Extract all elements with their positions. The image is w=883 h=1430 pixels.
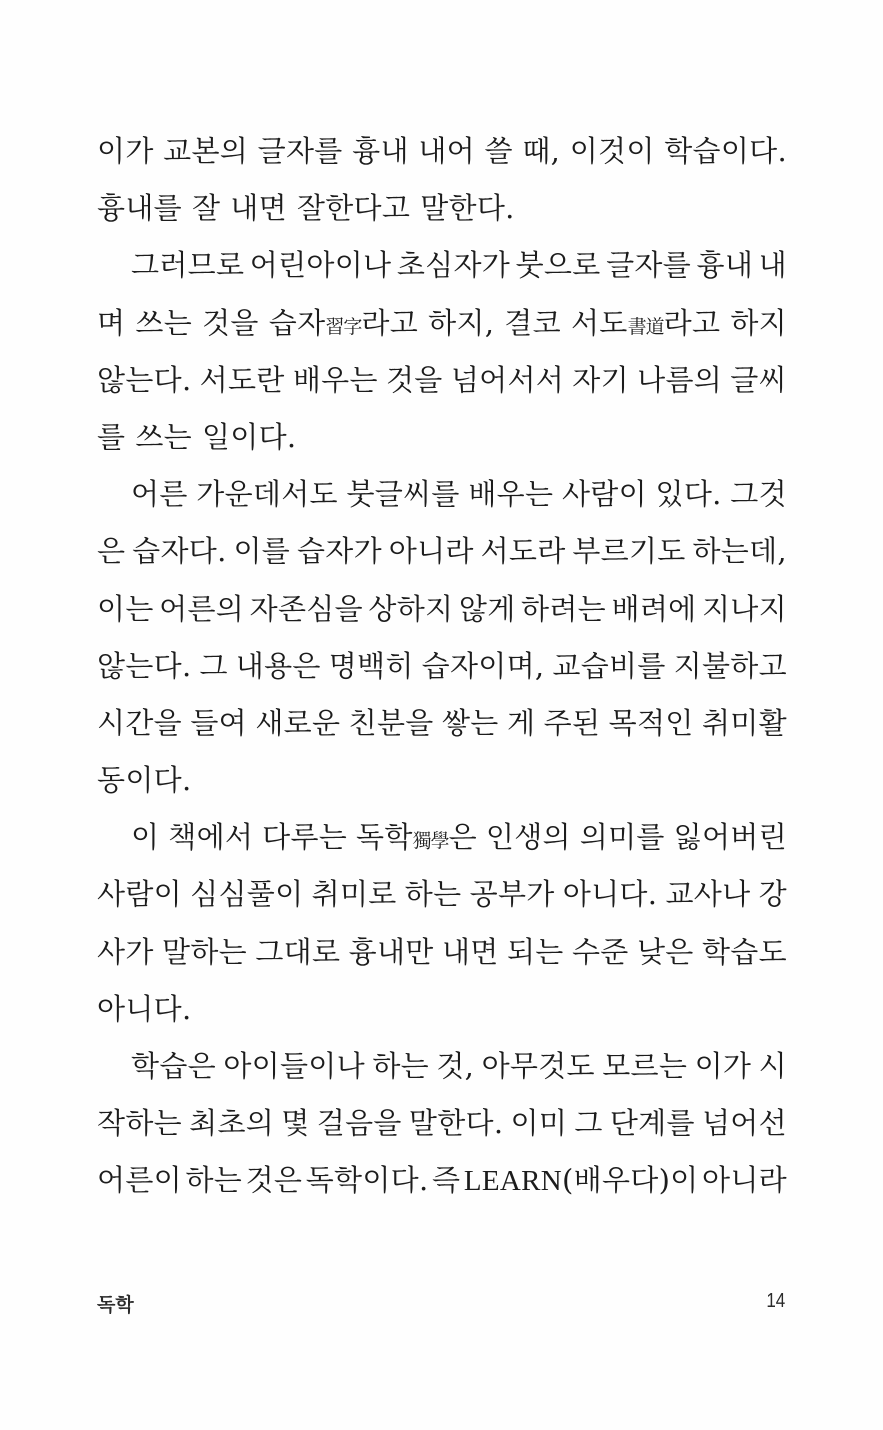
- word: LEARN(배우다)이: [463, 1163, 699, 1198]
- word: 하는: [372, 1049, 429, 1083]
- word: 시간을: [97, 705, 182, 740]
- page-number: 14: [766, 1290, 785, 1312]
- word: 부르기도: [572, 534, 686, 569]
- word: 모르는: [602, 1049, 688, 1083]
- text-line: [97, 300, 787, 357]
- text-line: [97, 757, 787, 814]
- word: 서도라: [480, 534, 566, 569]
- text-line: [97, 185, 787, 242]
- word: 이것이: [569, 134, 655, 168]
- word: 내면: [441, 934, 499, 969]
- word: 은: [97, 534, 126, 569]
- word: 말한다.: [408, 1106, 504, 1141]
- word: 때,: [522, 134, 561, 168]
- text-line: [97, 414, 787, 471]
- word: 하는: [404, 877, 462, 912]
- word: 그러므로: [131, 248, 245, 283]
- word: 낮은: [636, 934, 694, 969]
- word: 붓으로: [515, 248, 601, 283]
- word: 몇: [281, 1106, 310, 1141]
- word: 흉내: [352, 134, 409, 168]
- word: 이미: [510, 1106, 568, 1141]
- word: 습자이며,: [421, 648, 545, 683]
- word: 그: [199, 648, 228, 683]
- word: 초심자가: [396, 248, 511, 283]
- word: 교본의: [163, 134, 249, 168]
- word: 하지,: [428, 305, 495, 340]
- word: 아니다.: [97, 991, 192, 1026]
- word: 며: [97, 305, 126, 340]
- hanja-gloss: 書道: [627, 315, 664, 338]
- text-line: [97, 871, 787, 928]
- word: 쓰는: [135, 305, 193, 340]
- word: 이가: [694, 1049, 752, 1083]
- word: 작하는: [97, 1106, 182, 1141]
- word: 친분을: [348, 705, 434, 740]
- word: 지불하고: [673, 648, 787, 683]
- word: 말하는: [162, 934, 247, 969]
- word: 나름의: [637, 362, 723, 397]
- word: 학습이다.: [664, 134, 787, 168]
- word: 걸음을: [316, 1106, 402, 1141]
- word: 취미로: [311, 877, 397, 912]
- word: 내면: [230, 191, 287, 226]
- word: 글자를: [606, 248, 692, 283]
- word: 습자가: [296, 534, 382, 569]
- word: 배우는: [292, 362, 378, 397]
- word: 그것: [730, 477, 787, 512]
- word: 이가: [97, 134, 154, 168]
- word: 지나지: [701, 591, 787, 626]
- text-line: [97, 929, 787, 986]
- text-line: [97, 1100, 787, 1157]
- word: 게: [506, 705, 536, 740]
- page-footer: [97, 1290, 785, 1317]
- text-line: [97, 700, 787, 757]
- word: 학습은: [131, 1049, 216, 1083]
- word: 취미활: [701, 705, 787, 740]
- word: 잘: [191, 191, 221, 226]
- word: 붓글씨를: [346, 477, 460, 512]
- text-line: [97, 1157, 787, 1214]
- word: 사람이: [561, 477, 647, 512]
- word: 수준: [571, 934, 629, 969]
- text-line: [97, 471, 787, 528]
- word: 상하지: [368, 591, 454, 626]
- word: 넘어선: [701, 1106, 787, 1141]
- word: 것을: [202, 305, 259, 340]
- word: 가운데서도: [196, 477, 338, 512]
- word: 배려에: [611, 591, 697, 626]
- word: 아이들이나: [223, 1049, 365, 1083]
- word: 쓰는: [135, 419, 192, 454]
- word: 아니다.: [562, 877, 658, 912]
- word: 않게: [458, 591, 516, 626]
- body-text: [97, 128, 787, 1215]
- word: 아무것도: [481, 1049, 595, 1083]
- latin-word: LEARN: [463, 1165, 563, 1198]
- word: 교습비를: [552, 648, 666, 683]
- word: 것,: [436, 1049, 475, 1083]
- word: 흉내만: [348, 934, 434, 969]
- word: 어른의: [159, 591, 245, 626]
- word: 있다.: [655, 477, 722, 512]
- word: 이를: [233, 534, 291, 569]
- running-title: 독학: [97, 1294, 134, 1316]
- text-line: [97, 528, 787, 585]
- word: 않는다.: [97, 362, 192, 397]
- word: 목적인: [608, 705, 694, 740]
- word: 자기: [572, 362, 629, 397]
- word: 흉내를: [97, 191, 182, 226]
- word: 내: [758, 248, 787, 283]
- text-line: [97, 643, 787, 700]
- word: 다루는: [262, 820, 348, 855]
- text-line: [97, 128, 787, 185]
- word: 교사나: [665, 877, 751, 912]
- word: 사가: [97, 934, 154, 969]
- text-line: [97, 1043, 787, 1100]
- word: 동이다.: [97, 763, 192, 798]
- text-line: [97, 986, 787, 1043]
- word: 아니라: [702, 1163, 787, 1198]
- word: 독학이다.: [305, 1163, 429, 1198]
- word: 배우는: [468, 477, 554, 512]
- hanja-gloss: 習字: [325, 315, 362, 338]
- word: 즉: [432, 1163, 461, 1198]
- word: 새로운: [255, 705, 341, 740]
- paragraph: [97, 471, 787, 814]
- word: 어린아이나: [249, 248, 392, 283]
- paragraph: [97, 128, 787, 242]
- word: 내어: [418, 134, 475, 168]
- word: 흉내: [696, 248, 754, 283]
- word: 어른: [131, 477, 188, 512]
- text-line: [97, 242, 787, 299]
- word: 를: [97, 419, 126, 454]
- word: 사람이: [97, 877, 182, 912]
- word: 단계를: [609, 1106, 695, 1141]
- word: 책에서: [168, 820, 254, 855]
- word: 아니라: [388, 534, 474, 569]
- word: 말한다.: [420, 191, 515, 226]
- word: 하는: [185, 1163, 243, 1198]
- text-line: [97, 814, 787, 871]
- word: 결코: [504, 305, 561, 340]
- paragraph: [97, 814, 787, 1043]
- word: 이: [131, 820, 160, 855]
- word: 잃어버린: [673, 820, 787, 855]
- word: 독학獨學은: [356, 820, 477, 855]
- word: 강: [758, 877, 787, 912]
- word: 들여: [190, 705, 247, 740]
- word: 잘한다고: [296, 191, 411, 226]
- word: 명백히: [328, 648, 414, 683]
- paragraph: [97, 242, 787, 471]
- word: 하려는: [521, 591, 606, 626]
- word: 글씨: [730, 362, 787, 397]
- word: 공부가: [469, 877, 555, 912]
- word: 어른이: [97, 1163, 182, 1198]
- text-line: [97, 357, 787, 414]
- word: 것을: [385, 362, 443, 397]
- word: 자존심을: [249, 591, 363, 626]
- word: 습자다.: [132, 534, 227, 569]
- word: 것은: [245, 1163, 303, 1198]
- word: 그: [574, 1106, 603, 1141]
- word: 서도란: [199, 362, 285, 397]
- word: 일이다.: [201, 419, 297, 454]
- word: 하지: [730, 305, 787, 340]
- word: 서도書道라고: [570, 305, 721, 340]
- text-line: [97, 586, 787, 643]
- word: 하는데,: [692, 534, 787, 569]
- word: 그대로: [255, 934, 341, 969]
- word: 시: [758, 1049, 787, 1083]
- hanja-gloss: 獨學: [412, 830, 449, 853]
- word: 심심풀이: [190, 877, 304, 912]
- word: 쌓는: [441, 705, 499, 740]
- word: 되는: [506, 934, 564, 969]
- word: 않는다.: [97, 648, 192, 683]
- word: 글자를: [257, 134, 343, 168]
- word: 학습도: [701, 934, 787, 969]
- word: 넘어서서: [450, 362, 565, 397]
- word: 최초의: [189, 1106, 275, 1141]
- word: 습자習字라고: [268, 305, 419, 340]
- word: 내용은: [235, 648, 321, 683]
- paragraph: [97, 1043, 787, 1215]
- word: 주된: [543, 705, 601, 740]
- word: 인생의: [485, 820, 571, 855]
- word: 쓸: [484, 134, 513, 168]
- word: 의미를: [579, 820, 665, 855]
- word: 이는: [97, 591, 154, 626]
